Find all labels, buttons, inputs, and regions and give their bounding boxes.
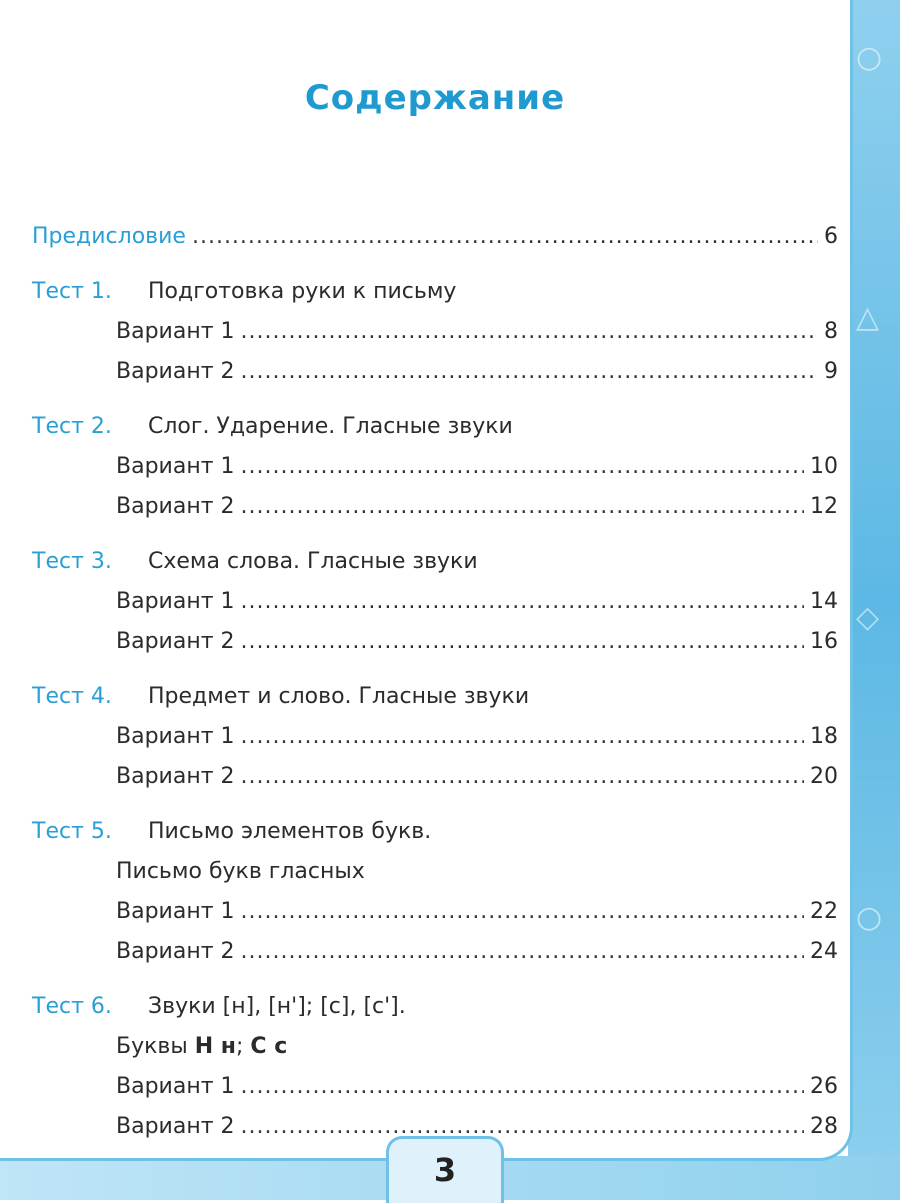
toc-test-title: Звуки [н], [н']; [с], [с']. (148, 994, 406, 1019)
letter-pair: С с (250, 1034, 288, 1059)
toc-leader (241, 937, 804, 967)
toc-variant-entry[interactable] (32, 587, 838, 617)
page-title: Содержание (304, 78, 566, 118)
toc-leader (241, 762, 804, 792)
toc-variant-label: Вариант 2 (116, 764, 235, 789)
toc-leader (241, 317, 818, 347)
toc-variant-entry[interactable] (32, 897, 838, 927)
toc-variant-entry[interactable] (32, 357, 838, 387)
toc-test-number: Тест 4. (32, 684, 112, 709)
toc-variant-label: Вариант 1 (116, 1074, 235, 1099)
toc-variant-label: Вариант 2 (116, 939, 235, 964)
decor-glyph: ○ (856, 900, 883, 935)
decorative-frame-right (848, 0, 900, 1200)
toc-page-number: 10 (810, 454, 838, 479)
toc-test-title: Слог. Ударение. Гласные звуки (148, 414, 513, 439)
toc-page-number: 28 (810, 1114, 838, 1139)
toc-variant-entry[interactable] (32, 1072, 838, 1102)
toc-page-number: 14 (810, 589, 838, 614)
toc-variant-label: Вариант 2 (116, 359, 235, 384)
decor-glyph: ◇ (856, 600, 880, 635)
toc-variant-label: Вариант 2 (116, 629, 235, 654)
toc-variant-entry[interactable] (32, 452, 838, 482)
toc-page-number: 8 (824, 319, 838, 344)
toc-test-title: Предмет и слово. Гласные звуки (148, 684, 530, 709)
toc-leader (241, 587, 804, 617)
toc-test-heading[interactable] (32, 817, 838, 847)
toc-test-heading[interactable] (32, 547, 838, 577)
toc-variant-label: Вариант 1 (116, 454, 235, 479)
toc-test-title-continued (32, 857, 838, 887)
toc-page-number: 24 (810, 939, 838, 964)
toc-test-title-line2: Буквы (116, 1034, 195, 1059)
toc-page-number: 6 (824, 224, 838, 249)
toc-leader (241, 492, 804, 522)
toc-test-number: Тест 1. (32, 279, 112, 304)
toc-page-number: 9 (824, 359, 838, 384)
toc-leader (241, 897, 804, 927)
toc-test-title-continued (32, 1032, 838, 1062)
toc-variant-label: Вариант 2 (116, 1114, 235, 1139)
toc-test-heading[interactable] (32, 682, 838, 712)
toc-variant-label: Вариант 1 (116, 724, 235, 749)
toc-leader (241, 452, 804, 482)
letter-pair: Н н (194, 1034, 237, 1059)
toc-test-number: Тест 2. (32, 414, 112, 439)
toc-leader (241, 357, 818, 387)
decor-glyph: ○ (856, 40, 883, 75)
toc-test-title: Подготовка руки к письму (148, 279, 457, 304)
separator: ; (236, 1034, 251, 1059)
toc-test-heading[interactable] (32, 412, 838, 442)
toc-variant-entry[interactable] (32, 722, 838, 752)
toc-leader (241, 627, 804, 657)
toc-page-number: 16 (810, 629, 838, 654)
toc-test-number: Тест 3. (32, 549, 112, 574)
toc-test-title: Письмо элементов букв. (148, 819, 432, 844)
toc-variant-entry[interactable] (32, 937, 838, 967)
toc-test-heading[interactable] (32, 992, 838, 1022)
toc-leader (241, 722, 804, 752)
toc-variant-label: Вариант 1 (116, 319, 235, 344)
toc-test-heading[interactable] (32, 277, 838, 307)
toc-variant-entry[interactable] (32, 627, 838, 657)
toc-variant-label: Вариант 2 (116, 494, 235, 519)
toc-test-number: Тест 5. (32, 819, 112, 844)
toc-test-title: Схема слова. Гласные звуки (148, 549, 478, 574)
toc-preface-label: Предисловие (32, 224, 186, 249)
toc-page-number: 22 (810, 899, 838, 924)
toc-page-number: 26 (810, 1074, 838, 1099)
page-number: 3 (433, 1151, 457, 1189)
table-of-contents (32, 222, 838, 1142)
toc-leader (192, 222, 818, 252)
toc-leader (241, 1072, 804, 1102)
toc-variant-label: Вариант 1 (116, 589, 235, 614)
toc-entry-preface[interactable] (32, 222, 838, 252)
toc-test-title-line2: Письмо букв гласных (116, 859, 365, 884)
toc-leader (241, 1112, 804, 1142)
page-number-tab (386, 1136, 504, 1203)
toc-variant-entry[interactable] (32, 317, 838, 347)
toc-page-number: 12 (810, 494, 838, 519)
toc-page-number: 20 (810, 764, 838, 789)
toc-variant-entry[interactable] (32, 492, 838, 522)
decor-glyph: △ (856, 300, 880, 335)
toc-page-number: 18 (810, 724, 838, 749)
toc-variant-entry[interactable] (32, 762, 838, 792)
toc-variant-label: Вариант 1 (116, 899, 235, 924)
toc-test-number: Тест 6. (32, 994, 112, 1019)
